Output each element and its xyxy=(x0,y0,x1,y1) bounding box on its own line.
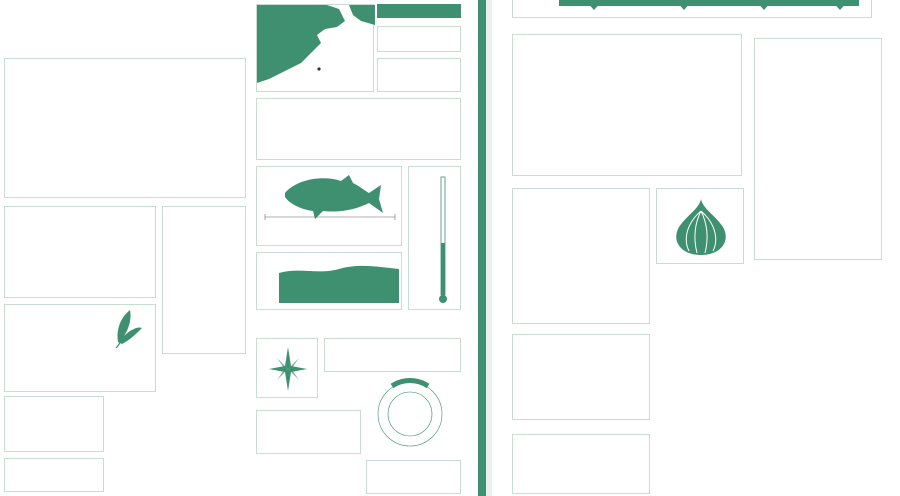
garlic-icon-panel xyxy=(656,188,744,264)
lure-tiles xyxy=(256,460,361,494)
tips-panel xyxy=(4,206,156,298)
garlic-panel xyxy=(512,188,650,324)
right-page xyxy=(492,0,900,496)
right-line-panel xyxy=(754,38,882,260)
right-legend-panel xyxy=(512,434,650,494)
pressure-panel xyxy=(366,460,461,494)
map-shape xyxy=(257,5,375,93)
map-panel xyxy=(256,4,374,92)
coords-box xyxy=(377,26,461,52)
line-panel xyxy=(162,206,246,354)
fish-row-panel xyxy=(256,98,461,160)
bloodworm-icon xyxy=(108,304,148,352)
page-spine xyxy=(478,0,486,496)
lures-note-panel xyxy=(256,410,361,454)
wind-panel xyxy=(256,338,318,398)
gear-list-panel xyxy=(4,396,104,452)
top-strip xyxy=(512,0,872,18)
method-panel xyxy=(512,34,742,176)
gear-tiles xyxy=(108,358,246,492)
map-place-label xyxy=(377,4,461,18)
chart-panel xyxy=(4,58,246,198)
top-strip-arrows xyxy=(559,0,859,12)
activity-values xyxy=(108,14,248,50)
perch-icon xyxy=(257,167,403,227)
right-gear-list-panel xyxy=(512,334,650,420)
compass-rose-icon xyxy=(257,339,319,399)
fish-icons xyxy=(257,99,462,161)
right-gear-tiles xyxy=(656,272,888,494)
map-note-box xyxy=(377,58,461,92)
legend-panel xyxy=(4,458,104,492)
thermometer-icon xyxy=(435,173,455,313)
main-fish-panel xyxy=(256,166,402,246)
precip-area xyxy=(279,263,399,303)
ice-note-panel xyxy=(324,338,461,372)
garlic-icon xyxy=(657,189,745,265)
thermometer-panel xyxy=(408,166,461,310)
probability-chart xyxy=(5,59,247,199)
precip-panel xyxy=(256,252,402,310)
barometer-ticks xyxy=(370,376,452,448)
